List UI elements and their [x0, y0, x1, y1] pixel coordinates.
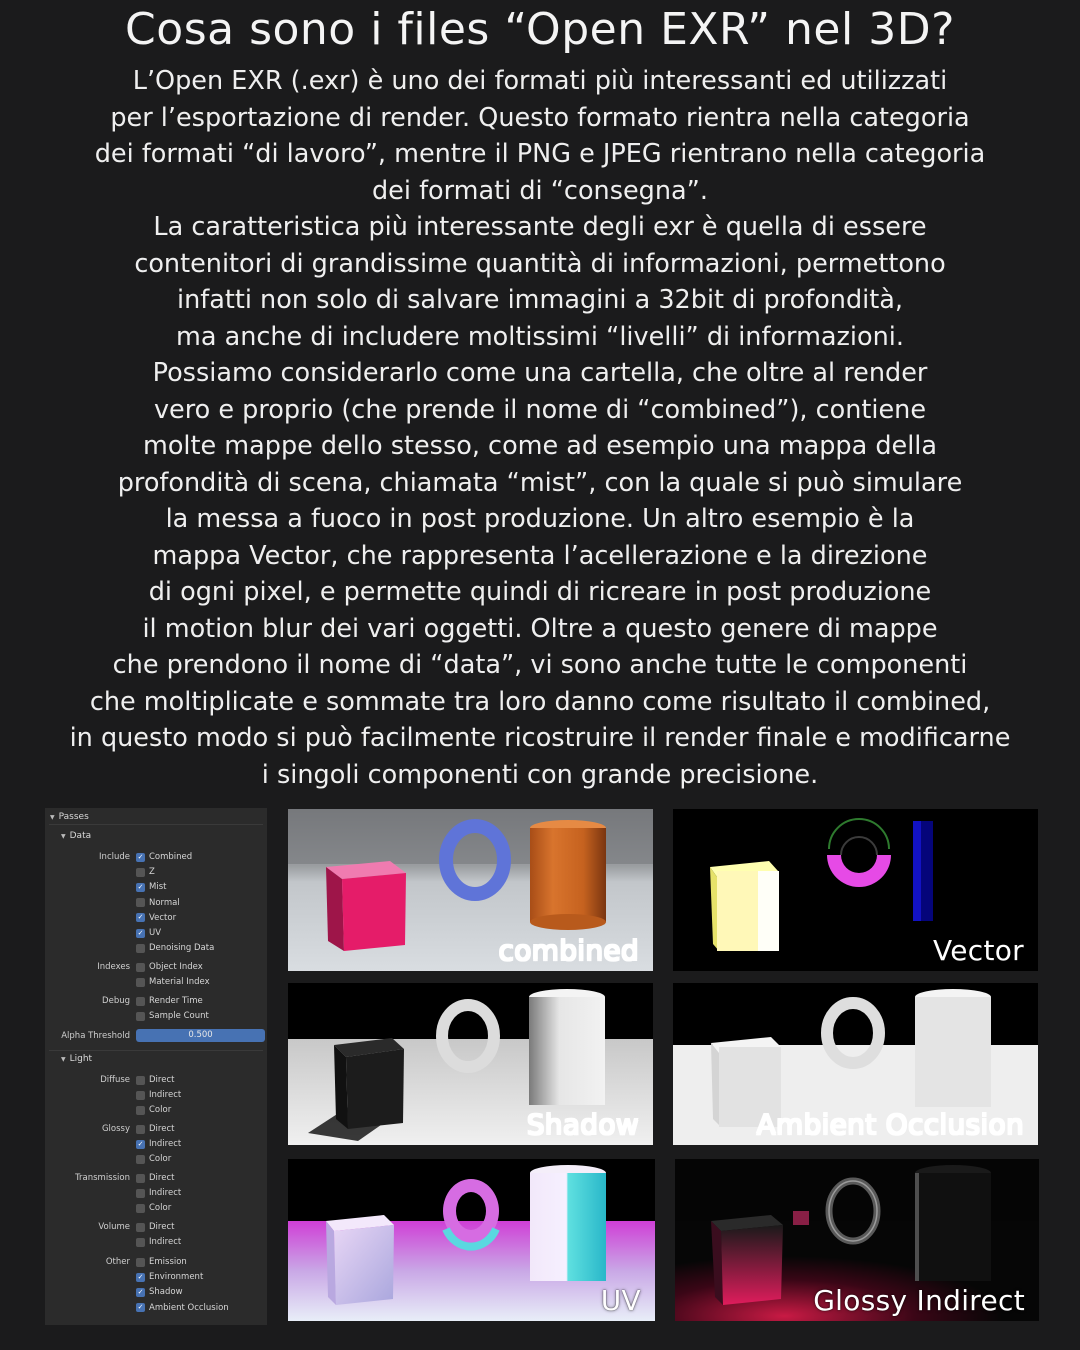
pass-checkbox-row[interactable] [136, 1236, 181, 1248]
pass-checkbox-row[interactable] [136, 1138, 181, 1150]
paragraph-line: Possiamo considerarlo come una cartella, che oltre al render [152, 358, 928, 388]
tile-vector [673, 809, 1038, 971]
pass-label: Indirect [149, 1139, 182, 1150]
include-label: Include [99, 852, 130, 862]
paragraph-line: la messa a fuoco in post produzione. Un altro esempio è la [165, 504, 915, 534]
expand-triangle-icon: ▼ [61, 1056, 66, 1063]
pass-label: Emission [149, 1257, 187, 1267]
pass-checkbox-row[interactable] [136, 961, 203, 973]
tile-label: Vector [932, 934, 1024, 967]
checkbox-unchecked-icon[interactable] [136, 1238, 145, 1247]
data-header[interactable]: ▼ Data [61, 831, 92, 841]
pass-label: Vector [149, 912, 177, 923]
pass-checkbox-row[interactable] [136, 1010, 209, 1022]
paragraph-line: L’Open EXR (.exr) è uno dei formati più interessanti ed utilizzati [132, 66, 948, 96]
paragraph-line: in questo modo si può facilmente ricostruire il render finale e modificarne [69, 723, 1011, 753]
checkbox-unchecked-icon[interactable] [136, 944, 145, 953]
pass-checkbox-row[interactable] [136, 1202, 171, 1214]
tile-label: UV [600, 1284, 641, 1317]
pass-checkbox-row[interactable] [136, 1256, 187, 1268]
checkbox-checked-icon[interactable]: ✓ [137, 1287, 144, 1296]
checkbox-unchecked-icon[interactable] [136, 1091, 145, 1100]
expand-triangle-icon: ▼ [50, 814, 55, 821]
pass-label: Color [149, 1203, 172, 1214]
pass-label: Direct [149, 1222, 175, 1232]
page-title: Cosa sono i files “Open EXR” nel 3D? [125, 4, 955, 55]
debug-label: Debug [102, 996, 130, 1006]
checkbox-unchecked-icon[interactable] [136, 868, 145, 877]
pass-checkbox-row[interactable] [136, 1302, 229, 1314]
pass-label: Mist [149, 882, 167, 893]
pass-label: Color [149, 1105, 172, 1116]
pass-label: Direct [149, 1124, 175, 1134]
checkbox-checked-icon[interactable]: ✓ [137, 1139, 144, 1148]
pass-checkbox-row[interactable] [136, 851, 192, 863]
pass-checkbox-row[interactable] [136, 1153, 171, 1165]
checkbox-unchecked-icon[interactable] [136, 1174, 145, 1183]
checkbox-unchecked-icon[interactable] [136, 1125, 145, 1134]
pass-label: Color [149, 1154, 172, 1165]
paragraph-line: ma anche di includere moltissimi “livelli” di informazioni. [176, 321, 904, 352]
pass-label: Z [149, 867, 155, 878]
diffuse-label: Diffuse [100, 1075, 130, 1085]
divider [49, 1050, 263, 1051]
paragraph-line: profondità di scena, chiamata “mist”, con la quale si può simulare [117, 467, 963, 498]
checkbox-unchecked-icon[interactable] [136, 1223, 145, 1232]
checkbox-checked-icon[interactable]: ✓ [137, 913, 144, 922]
alpha-threshold-label: Alpha Threshold [61, 1031, 130, 1041]
pass-checkbox-row[interactable] [136, 995, 203, 1007]
pass-checkbox-row[interactable] [136, 1123, 174, 1135]
pass-checkbox-row[interactable] [136, 881, 166, 893]
pass-checkbox-row[interactable] [136, 912, 176, 924]
checkbox-unchecked-icon[interactable] [136, 997, 145, 1006]
checkbox-unchecked-icon[interactable] [136, 963, 145, 972]
checkbox-unchecked-icon[interactable] [136, 1076, 145, 1085]
tile-combined [288, 809, 653, 971]
checkbox-unchecked-icon[interactable] [136, 1155, 145, 1164]
checkbox-unchecked-icon[interactable] [136, 1012, 145, 1021]
expand-triangle-icon: ▼ [61, 833, 66, 840]
tile-shadow [288, 983, 653, 1145]
checkbox-checked-icon[interactable]: ✓ [137, 928, 144, 937]
pass-label: Denoising Data [149, 943, 215, 954]
pass-label: Environment [149, 1272, 204, 1283]
paragraph-line: molte mappe dello stesso, come ad esempio una mappa della [142, 431, 937, 461]
pass-label: Indirect [149, 1090, 182, 1101]
checkbox-unchecked-icon[interactable] [136, 1106, 145, 1115]
pass-label: Render Time [149, 996, 203, 1006]
paragraph-line: dei formati di “consegna”. [372, 175, 708, 206]
pass-label: Sample Count [149, 1011, 209, 1022]
pass-checkbox-row[interactable] [136, 1187, 181, 1199]
paragraph-line: vero e proprio (che prende il nome di “combined”), contiene [153, 394, 927, 425]
pass-label: Ambient Occlusion [149, 1302, 229, 1313]
pass-label: Normal [149, 897, 180, 908]
tile-label: combined [498, 934, 639, 967]
checkbox-unchecked-icon[interactable] [136, 898, 145, 907]
pass-checkbox-row[interactable] [136, 897, 180, 909]
pass-checkbox-row[interactable] [136, 976, 210, 988]
tile-label: Glossy Indirect [813, 1284, 1025, 1317]
checkbox-unchecked-icon[interactable] [136, 1258, 145, 1267]
divider [49, 824, 263, 825]
checkbox-unchecked-icon[interactable] [136, 1189, 145, 1198]
other-label: Other [105, 1257, 130, 1267]
volume-label: Volume [98, 1222, 130, 1232]
checkbox-unchecked-icon[interactable] [136, 978, 145, 987]
paragraph-line: infatti non solo di salvare immagini a 32bit di profondità, [177, 285, 903, 315]
paragraph-line: che prendono il nome di “data”, vi sono anche tutte le componenti [112, 650, 968, 680]
paragraph-line: La caratteristica più interessante degli exr è quella di essere [153, 212, 927, 242]
indexes-label: Indexes [97, 962, 130, 972]
pass-label: UV [149, 928, 162, 938]
paragraph-line: il motion blur dei vari oggetti. Oltre a questo genere di mappe [142, 613, 938, 644]
light-header[interactable]: ▼ Light [61, 1054, 93, 1064]
pass-checkbox-row[interactable] [136, 927, 161, 939]
tile-glossy-indirect [675, 1159, 1039, 1321]
pass-label: Combined [149, 852, 193, 862]
paragraph-line: dei formati “di lavoro”, mentre il PNG e JPEG rientrano nella categoria [94, 139, 986, 169]
description-text [20, 63, 1060, 793]
pass-checkbox-row[interactable] [136, 1074, 174, 1086]
paragraph-line: mappa Vector, che rappresenta l’acellerazione e la direzione [152, 540, 928, 571]
tile-label: Ambient Occlusion [756, 1108, 1024, 1141]
pass-checkbox-row[interactable] [136, 866, 155, 878]
checkbox-unchecked-icon[interactable] [136, 1204, 145, 1213]
tile-ambient-occlusion [673, 983, 1038, 1145]
paragraph-line: che moltiplicate e sommate tra loro danno come risultato il combined, [89, 686, 991, 717]
alpha-threshold-slider[interactable]: 0.500 [136, 1029, 265, 1042]
checkbox-checked-icon[interactable]: ✓ [137, 1272, 144, 1281]
transmission-label: Transmission [75, 1173, 130, 1183]
passes-panel [45, 808, 267, 1325]
pass-checkbox-row[interactable] [136, 1286, 183, 1298]
pass-label: Indirect [149, 1237, 182, 1248]
pass-label: Material Index [149, 977, 210, 988]
checkbox-checked-icon[interactable]: ✓ [137, 1303, 144, 1312]
checkbox-checked-icon[interactable]: ✓ [137, 852, 144, 861]
pass-checkbox-row[interactable] [136, 1089, 181, 1101]
passes-header[interactable]: ▼ Passes [50, 812, 89, 822]
pass-label: Object Index [149, 962, 203, 972]
pass-checkbox-row[interactable] [136, 1104, 171, 1116]
paragraph-line: i singoli componenti con grande precisione. [261, 759, 819, 790]
pass-checkbox-row[interactable] [136, 1271, 203, 1283]
pass-label: Direct [149, 1173, 175, 1183]
pass-label: Shadow [149, 1287, 183, 1298]
paragraph-line: di ogni pixel, e permette quindi di ricreare in post produzione [148, 577, 932, 607]
pass-label: Indirect [149, 1188, 182, 1199]
glossy-label: Glossy [101, 1124, 130, 1134]
tile-uv [288, 1159, 655, 1321]
paragraph-line: contenitori di grandissime quantità di informazioni, permettono [134, 248, 946, 279]
paragraph-line: per l’esportazione di render. Questo formato rientra nella categoria [110, 102, 970, 133]
tile-label: Shadow [526, 1108, 639, 1141]
pass-checkbox-row[interactable] [136, 1172, 174, 1184]
pass-checkbox-row[interactable] [136, 942, 214, 954]
pass-checkbox-row[interactable] [136, 1221, 174, 1233]
pass-label: Direct [149, 1075, 175, 1085]
checkbox-checked-icon[interactable]: ✓ [137, 882, 144, 891]
